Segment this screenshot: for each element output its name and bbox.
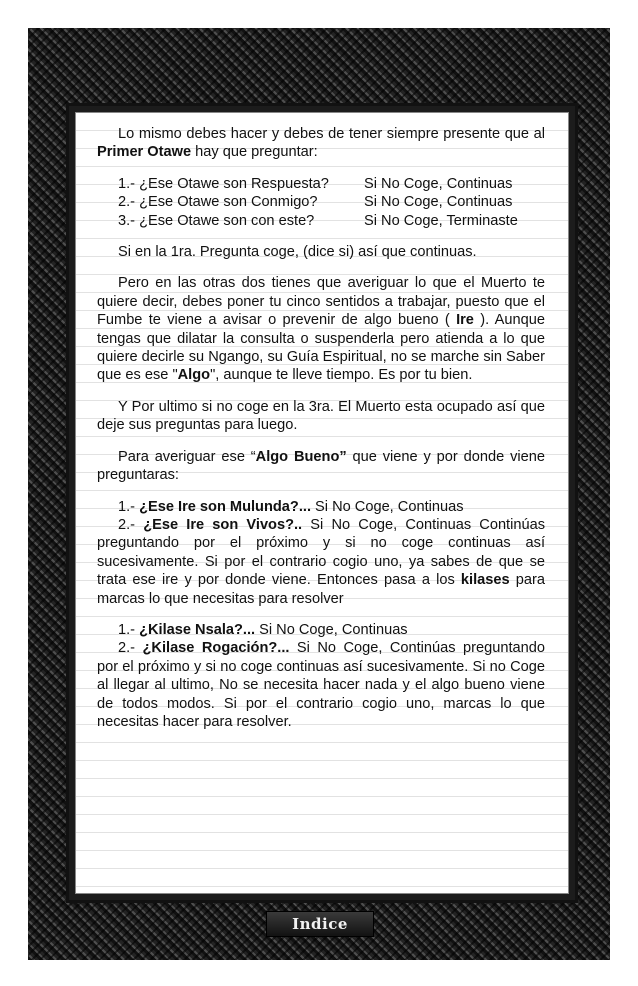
list-number: 2.- — [118, 640, 143, 657]
text-run: Para averiguar ese “ — [118, 448, 256, 465]
paragraph-primer-otawe — [97, 125, 545, 162]
answer-text: Si No Coge, Continuas — [364, 175, 513, 192]
paragraph-averiguar — [97, 274, 545, 384]
index-button-label: Indice — [292, 915, 348, 933]
bold-question: ¿Ese Ire son Mulunda?... — [139, 498, 311, 515]
answer-text: Si No Coge, Continuas — [364, 194, 513, 211]
question-text: 3.- ¿Ese Otawe son con este? — [118, 212, 315, 229]
answer-text: Si No Coge, Terminaste — [364, 212, 518, 229]
list-number: 1.- — [118, 621, 140, 638]
text-run: ", aunque te lleve tiempo. Es por tu bien. — [210, 367, 473, 384]
question-row — [97, 212, 545, 230]
bold-term: Primer Otawe — [97, 144, 192, 161]
text-run: Si No Coge, Continúas preguntando por el próximo y si no coge continuas así sucesivamente. Si no Coge al llegar al ultimo, No se necesita hacer nada y el algo bueno viene de todos modos. Si por el contrario cogio uno, marcas lo que necesitas hacer para resolver. — [97, 640, 545, 730]
text-run: hay que preguntar: — [191, 144, 318, 161]
paragraph-ultimo: Y Por ultimo si no coge en la 3ra. El Muerto esta ocupado así que deje sus preguntas para luego. — [97, 398, 545, 434]
bold-question: ¿Kilase Rogación?... — [142, 640, 290, 657]
bold-term: Algo — [177, 367, 211, 384]
answer-text: Si No Coge, Continuas — [311, 498, 464, 515]
list-number: 2.- — [118, 516, 144, 533]
question-row — [97, 193, 545, 211]
ire-question-2 — [97, 516, 545, 608]
kilase-question-block — [97, 621, 545, 731]
text-run: Si No Coge, Continuas Continúas preguntando por el próximo y si no coge continuas así sucesivamente. Si por el contrario cogio uno, ya sabes de que se trata ese ire y por donde viene. Entonces pasa a los — [97, 516, 546, 589]
document-body — [97, 125, 545, 744]
ire-question-block — [97, 498, 545, 608]
index-button[interactable] — [266, 911, 374, 937]
bold-term: Ire — [456, 312, 474, 329]
bold-question: ¿Kilase Nsala?... — [139, 621, 256, 638]
question-text: 1.- ¿Ese Otawe son Respuesta? — [118, 175, 329, 192]
text-run: para marcas lo que necesitas para resolver — [97, 572, 545, 607]
kilase-question-2 — [97, 639, 545, 731]
kilase-question-1 — [97, 621, 545, 639]
bold-term: Algo Bueno” — [255, 448, 347, 465]
otawe-question-list — [97, 175, 545, 230]
text-run: ). Aunque tengas que dilatar la consulta o suspenderla pero atienda a lo que quiere decirle su Ngango, su Guía Espiritual, no se marche sin Saber que es ese " — [97, 312, 545, 384]
question-text: 2.- ¿Ese Otawe son Conmigo? — [118, 194, 318, 211]
paragraph-primera-pregunta: Si en la 1ra. Pregunta coge, (dice si) así que continuas. — [118, 244, 477, 261]
text-run: Lo mismo debes hacer y debes de tener siempre presente que al — [118, 126, 545, 142]
bold-term: kilases — [460, 572, 510, 589]
ire-question-1 — [97, 498, 545, 516]
question-row — [97, 175, 545, 193]
paragraph-algo-bueno — [97, 448, 545, 485]
text-run: Pero en las otras dos tienes que averiguar lo que el Muerto te quiere decir, debes poner tu cinco sentidos a trabajar, puesto que el Fumbe te viene a avisar o prevenir de algo bueno ( — [97, 275, 545, 329]
text-run: que viene y por donde viene preguntaras: — [97, 448, 545, 484]
bold-question: ¿Ese Ire son Vivos?.. — [143, 516, 303, 533]
answer-text: Si No Coge, Continuas — [255, 621, 408, 638]
list-number: 1.- — [118, 498, 140, 515]
